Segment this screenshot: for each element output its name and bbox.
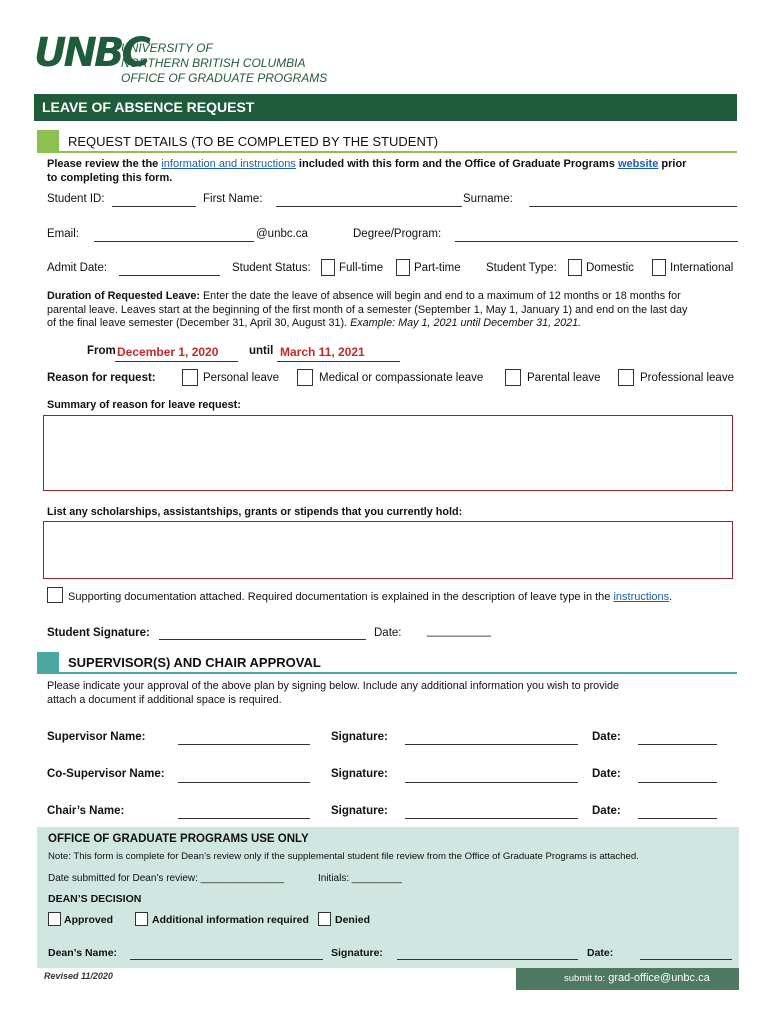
intro-part-d: to completing this form. (47, 172, 173, 184)
dean-decision-label: DEAN’S DECISION (48, 893, 142, 905)
degree-label: Degree/Program: (353, 228, 442, 240)
cosupervisor-date-field[interactable] (638, 782, 717, 783)
approval-section-rule (37, 672, 737, 674)
first-name-field[interactable] (276, 206, 462, 207)
surname-field[interactable] (529, 206, 737, 207)
chair-date-field[interactable] (638, 818, 717, 819)
section-rule (37, 151, 737, 153)
duration-line2: parental leave. Leaves start at the beginning of the first month of a semester (September 1, May 1, January 1) and end on the last day (47, 303, 688, 316)
international-label: International (670, 262, 734, 274)
instructions-link[interactable]: information and instructions (161, 158, 296, 170)
office-use-title: OFFICE OF GRADUATE PROGRAMS USE ONLY (48, 833, 309, 845)
email-field[interactable] (94, 241, 254, 242)
parental-leave-label: Parental leave (527, 372, 601, 384)
intro-text (47, 157, 747, 185)
supporting-instructions-link[interactable]: instructions (613, 591, 670, 603)
section-marker (37, 130, 59, 152)
parental-leave-checkbox[interactable] (505, 369, 521, 386)
supervisor-name-field[interactable] (178, 744, 310, 745)
initials-field[interactable]: Initials: _________ (318, 873, 402, 884)
request-title-bold: REQUEST DETAILS (68, 134, 188, 149)
cosupervisor-date-label: Date: (592, 768, 621, 780)
supporting-docs-end: . (669, 591, 673, 603)
denied-checkbox[interactable] (318, 912, 331, 926)
supervisor-date-label: Date: (592, 731, 621, 743)
chair-signature-field[interactable] (405, 818, 578, 819)
supervisor-date-field[interactable] (638, 744, 717, 745)
email-label: Email: (47, 228, 79, 240)
dean-signature-field[interactable] (397, 959, 578, 960)
supporting-docs-text (68, 591, 672, 603)
approval-section-title: SUPERVISOR(S) AND CHAIR APPROVAL (68, 655, 321, 670)
header-line3: OFFICE OF GRADUATE PROGRAMS (121, 71, 328, 85)
student-id-label: Student ID: (47, 193, 105, 205)
dean-date-field[interactable] (640, 959, 732, 960)
personal-leave-label: Personal leave (203, 372, 280, 384)
summary-label: Summary of reason for leave request: (47, 399, 241, 411)
supervisor-signature-field[interactable] (405, 744, 578, 745)
from-date-line (115, 361, 238, 362)
chair-date-label: Date: (592, 805, 621, 817)
chair-name-field[interactable] (178, 818, 310, 819)
until-label: until (249, 345, 274, 357)
email-suffix: @unbc.ca (256, 228, 308, 240)
cosupervisor-name-field[interactable] (178, 782, 310, 783)
intro-part-c: prior (661, 158, 687, 170)
summary-textbox[interactable] (43, 415, 733, 491)
medical-leave-checkbox[interactable] (297, 369, 313, 386)
supervisor-signature-label: Signature: (331, 731, 388, 743)
parttime-label: Part-time (414, 262, 461, 274)
dean-date-label: Date: (587, 947, 614, 959)
from-label: From (87, 345, 116, 357)
student-signature-field[interactable] (159, 639, 366, 640)
dean-name-label: Dean’s Name: (48, 947, 118, 959)
chair-signature-label: Signature: (331, 805, 388, 817)
student-id-field[interactable] (112, 206, 196, 207)
domestic-label: Domestic (586, 262, 634, 274)
form-title-banner: LEAVE OF ABSENCE REQUEST (34, 94, 737, 121)
revised-date: Revised 11/2020 (44, 971, 113, 981)
intro-part-b: included with this form and the Office of Graduate Programs (298, 158, 615, 170)
cosupervisor-signature-field[interactable] (405, 782, 578, 783)
intro-part-a: Please review the the (47, 158, 159, 170)
cosupervisor-signature-label: Signature: (331, 768, 388, 780)
approval-intro-line1: Please indicate your approval of the above plan by signing below. Include any additional information you wish to provide (47, 680, 619, 692)
additional-info-checkbox[interactable] (135, 912, 148, 926)
student-signature-label: Student Signature: (47, 627, 150, 639)
header-line1: UNIVERSITY OF (121, 41, 213, 55)
surname-label: Surname: (463, 193, 513, 205)
additional-info-label: Additional information required (152, 914, 309, 926)
approval-intro (47, 680, 747, 707)
submit-email-link[interactable]: grad-office@unbc.ca (608, 972, 710, 984)
supervisor-name-label: Supervisor Name: (47, 731, 146, 743)
submit-to (564, 972, 710, 984)
chair-name-label: Chair’s Name: (47, 805, 125, 817)
student-date-field[interactable]: __________ (427, 625, 491, 637)
institution-name (121, 41, 327, 86)
office-use-panel (37, 827, 739, 968)
dean-signature-label: Signature: (331, 947, 383, 959)
approval-section-marker (37, 652, 59, 674)
duration-bold: Duration of Requested Leave: (47, 290, 200, 302)
dean-name-field[interactable] (130, 959, 323, 960)
student-type-label: Student Type: (486, 262, 557, 274)
approved-checkbox[interactable] (48, 912, 61, 926)
date-submitted-field[interactable]: Date submitted for Dean’s review: _______________ (48, 873, 285, 884)
admit-date-label: Admit Date: (47, 262, 108, 274)
international-checkbox[interactable] (652, 259, 666, 276)
personal-leave-checkbox[interactable] (182, 369, 198, 386)
supporting-docs-label: Supporting documentation attached. Required documentation is explained in the description of leave type in the (68, 591, 611, 603)
duration-paragraph (47, 290, 747, 331)
approved-label: Approved (64, 914, 114, 926)
cosupervisor-name-label: Co-Supervisor Name: (47, 768, 165, 780)
domestic-checkbox[interactable] (568, 259, 582, 276)
degree-field[interactable] (455, 241, 738, 242)
request-title-rest: (TO BE COMPLETED BY THE STUDENT) (191, 134, 439, 149)
parttime-checkbox[interactable] (396, 259, 410, 276)
fulltime-checkbox[interactable] (321, 259, 335, 276)
duration-line1: Enter the date the leave of absence will begin and end to a maximum of 12 months or 18 months for (202, 290, 681, 302)
professional-leave-checkbox[interactable] (618, 369, 634, 386)
request-section-title (68, 134, 438, 149)
duration-line3: of the final leave semester (December 31, April 30, August 31). (47, 317, 348, 329)
reason-label: Reason for request: (47, 372, 156, 384)
fulltime-label: Full-time (339, 262, 384, 274)
supporting-docs-checkbox[interactable] (47, 587, 63, 603)
submit-label: submit to: (564, 973, 606, 984)
duration-example: Example: May 1, 2021 until December 31, 2021. (350, 317, 582, 329)
scholarships-label: List any scholarships, assistantships, grants or stipends that you currently hold: (47, 506, 463, 518)
website-link[interactable]: website (617, 158, 659, 170)
first-name-label: First Name: (203, 193, 263, 205)
from-date-value[interactable]: December 1, 2020 (117, 345, 219, 359)
until-date-value[interactable]: March 11, 2021 (280, 345, 365, 359)
office-use-note: Note: This form is complete for Dean’s review only if the supplemental student file review from the Office of Graduate Programs is attached. (48, 851, 639, 862)
medical-leave-label: Medical or compassionate leave (319, 372, 484, 384)
student-status-label: Student Status: (232, 262, 311, 274)
admit-date-field[interactable] (119, 275, 220, 276)
professional-leave-label: Professional leave (640, 372, 734, 384)
until-date-line (277, 361, 400, 362)
header-line2: NORTHERN BRITISH COLUMBIA (121, 56, 306, 70)
unbc-logo: UNBC (34, 30, 148, 76)
approval-intro-line2: attach a document if additional space is required. (47, 693, 282, 706)
student-date-label: Date: (374, 627, 402, 639)
denied-label: Denied (335, 914, 371, 926)
scholarships-textbox[interactable] (43, 521, 733, 579)
